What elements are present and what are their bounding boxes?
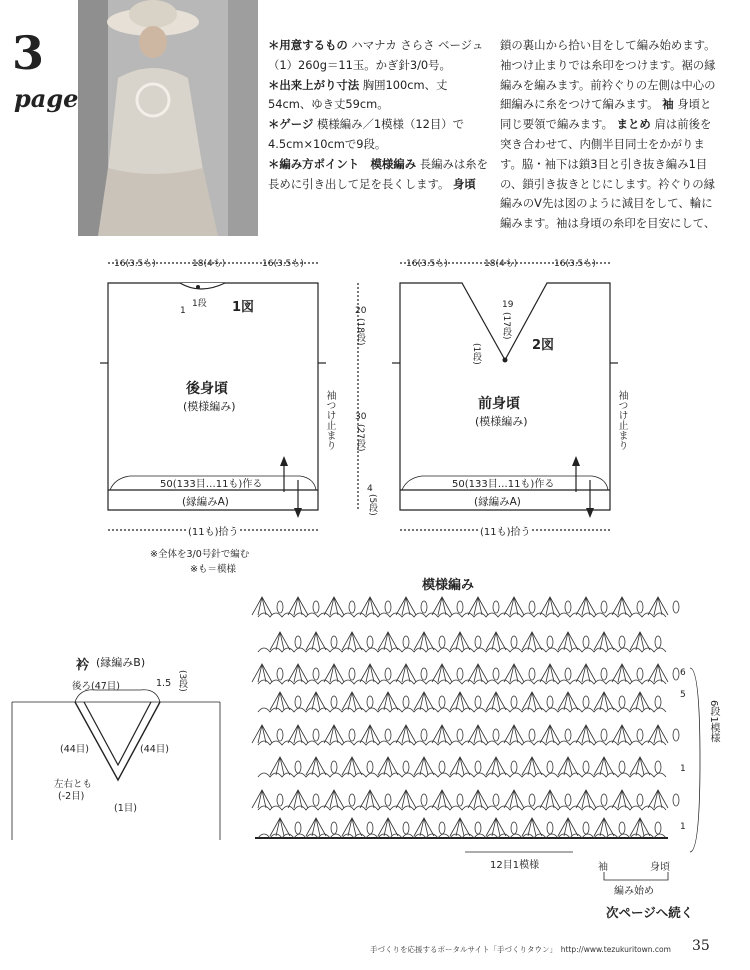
sleeve-text: 身頃と同じ要領で編みます。: [500, 97, 712, 132]
stitch-chain: [565, 794, 571, 806]
stitch-chain: [511, 696, 517, 708]
stitch-chain: [637, 601, 643, 613]
stitch-chain: [511, 636, 517, 648]
stitch-chain: [439, 636, 445, 648]
chain-row: [258, 741, 666, 745]
front-subtitle: (模様編み): [475, 415, 528, 428]
stitch-chain: [475, 696, 481, 708]
body-heading: 身頃: [452, 176, 476, 191]
stitch-fan: [324, 597, 344, 615]
stitch-chain: [655, 696, 661, 708]
stitch-fan: [432, 725, 452, 743]
stitch-fan: [630, 818, 650, 836]
chain-row: [258, 806, 666, 810]
body-text: 鎖の裏山から拾い目をして編み始めます。袖つけ止まりでは糸印をつけます。裾の縁編みを編みます。前衿ぐりの左側は中心の細編みに糸をつけて編みます。: [500, 38, 716, 112]
stitch-chain: [673, 794, 679, 806]
stitch-chain: [547, 761, 553, 773]
stitch-chain: [565, 668, 571, 680]
stitch-fan: [378, 692, 398, 710]
stitch-fan: [648, 597, 668, 615]
materials-heading: ＊用意するもの: [268, 38, 348, 52]
stitch-fan: [540, 664, 560, 682]
stitch-chain: [367, 822, 373, 834]
stitch-chain: [475, 761, 481, 773]
stitch-chain: [313, 794, 319, 806]
chain-row: [258, 708, 666, 712]
row-repeat-label: 6段1模様: [708, 700, 719, 743]
back-chain-label: 50(133目…11も)作る: [160, 479, 263, 490]
stitch-chain: [421, 794, 427, 806]
stitch-chain: [277, 729, 283, 741]
stitch-fan: [486, 692, 506, 710]
front-v-tip: (1段): [471, 343, 481, 365]
stitch-fan: [378, 632, 398, 650]
note-needle: ※全体を3/0号針で編む: [150, 549, 250, 560]
stitch-chain: [601, 729, 607, 741]
row-label-1b: 1: [680, 822, 686, 832]
collar-rows: 1.5: [156, 678, 172, 689]
collar-rows-unit: (3段): [177, 670, 187, 692]
page-label: page: [14, 84, 79, 113]
stitch-chain: [619, 761, 625, 773]
stitch-chain: [475, 822, 481, 834]
stitch-fan: [306, 818, 326, 836]
stitch-fan: [522, 632, 542, 650]
collar-back-label: 後ろ(47目): [72, 681, 121, 692]
stitch-fan: [522, 757, 542, 775]
stitch-fan: [648, 790, 668, 808]
stitch-chain: [637, 729, 643, 741]
stitch-chain: [493, 729, 499, 741]
back-neckline: [180, 283, 225, 289]
stitch-fan: [378, 818, 398, 836]
stitch-chain: [547, 636, 553, 648]
stitch-chain: [457, 601, 463, 613]
stitch-fan: [288, 790, 308, 808]
body-start-label: 身頃: [650, 862, 670, 873]
stitch-fan: [630, 692, 650, 710]
stitch-chain: [673, 729, 679, 741]
collar-left-count: (44目): [60, 744, 90, 755]
stitch-chain: [403, 761, 409, 773]
stitch-chain: [493, 668, 499, 680]
row-label-6: 6: [680, 668, 686, 678]
chain-row: [258, 680, 666, 684]
stitch-fan: [468, 597, 488, 615]
stitch-chain: [403, 636, 409, 648]
back-neck-rows: 1段: [192, 299, 207, 309]
stitch-chain: [295, 761, 301, 773]
stitch-chain: [619, 822, 625, 834]
stitch-fan: [396, 790, 416, 808]
stitch-chain: [583, 822, 589, 834]
back-dim-mid: 18(4も): [192, 259, 226, 269]
stitch-chain: [439, 761, 445, 773]
stitch-fan: [288, 664, 308, 682]
stitch-fan: [360, 597, 380, 615]
page-number: 35: [692, 938, 710, 954]
stitch-fan: [576, 790, 596, 808]
stitch-chain: [277, 601, 283, 613]
stitch-fan: [360, 790, 380, 808]
stitch-fan: [396, 725, 416, 743]
stitch-fan: [612, 725, 632, 743]
stitch-chain: [637, 668, 643, 680]
stitch-chain: [421, 601, 427, 613]
stitch-fan: [414, 818, 434, 836]
stitch-fan: [594, 818, 614, 836]
stitch-chain: [331, 822, 337, 834]
gauge-text: 模様編み／1模様（12目）で4.5cm×10cmで9段。: [268, 117, 465, 151]
front-dim-right: 16(3.5も): [554, 259, 596, 269]
stitch-fan: [324, 725, 344, 743]
back-dim-right: 16(3.5も): [262, 259, 304, 269]
stitch-fan: [450, 818, 470, 836]
stitch-chain: [277, 794, 283, 806]
stitch-fan: [504, 664, 524, 682]
stitch-fan: [612, 597, 632, 615]
back-figure-label: 1図: [232, 300, 255, 315]
stitch-fan: [432, 790, 452, 808]
points-text: 長編みは糸を長めに引き出して足を長くします。: [268, 156, 489, 191]
stitch-fan: [540, 725, 560, 743]
stitch-chain: [313, 668, 319, 680]
footer-portal: [370, 944, 671, 955]
sleeve-heading: 袖: [662, 97, 674, 112]
back-subtitle: (模様編み): [183, 400, 236, 413]
stitch-chain: [385, 794, 391, 806]
footer-url[interactable]: http://www.tezukuritown.com: [560, 945, 671, 954]
stitch-chain: [583, 696, 589, 708]
next-page-note: 次ページへ続く: [606, 905, 694, 920]
stitch-fan: [576, 725, 596, 743]
stitch-fan: [504, 597, 524, 615]
stitch-fan: [360, 664, 380, 682]
vdim-bot-rows: (5段): [367, 494, 377, 516]
collar-subtitle: (縁編みB): [96, 656, 146, 669]
front-v-rows: (17段): [501, 312, 511, 340]
stitch-fan: [486, 632, 506, 650]
stitch-fan: [270, 692, 290, 710]
back-border-label: (縁編みA): [182, 496, 229, 508]
stitch-chain: [367, 761, 373, 773]
stitch-fan: [648, 725, 668, 743]
stitch-fan: [504, 790, 524, 808]
size-text: 胸囲100cm、丈54cm、ゆき丈59cm。: [268, 77, 448, 112]
stitch-fan: [252, 790, 272, 808]
footer-portal-text: 手づくりを応援するポータルサイト「手づくりタウン」: [370, 945, 554, 954]
row-label-1a: 1: [680, 764, 686, 774]
back-sleeve-mark: 袖つけ止まり: [324, 390, 335, 450]
stitch-fan: [558, 632, 578, 650]
stitch-fan: [252, 597, 272, 615]
front-chain-label: 50(133目…11も)作る: [452, 479, 555, 490]
finish-heading: まとめ: [616, 117, 651, 132]
stitch-chain: [313, 601, 319, 613]
stitch-fan: [432, 597, 452, 615]
vdim-top: 20: [355, 306, 367, 316]
stitch-fan: [270, 818, 290, 836]
stitch-chain: [349, 729, 355, 741]
stitch-fan: [342, 632, 362, 650]
stitch-chain: [277, 668, 283, 680]
back-neck-dim: 1: [180, 306, 186, 316]
chain-row: [258, 613, 666, 617]
stitch-fan: [468, 664, 488, 682]
stitch-chain: [421, 729, 427, 741]
stitch-chain: [367, 636, 373, 648]
stitch-fan: [468, 725, 488, 743]
stitch-fan: [576, 664, 596, 682]
stitch-chain: [385, 668, 391, 680]
stitch-chain: [529, 729, 535, 741]
stitch-chain: [331, 636, 337, 648]
back-pick-label: (11も)拾う: [188, 523, 239, 538]
stitch-chain: [547, 822, 553, 834]
points-heading: ＊編み方ポイント 模様編み: [268, 156, 417, 171]
vdim-bot: 4: [367, 484, 373, 494]
stitch-chain: [565, 729, 571, 741]
vdim-mid-rows: (27段): [355, 424, 365, 452]
stitch-chain: [673, 601, 679, 613]
instructions-column-2: [500, 36, 722, 236]
materials-text: ハマナカ さらさ ベージュ（1）260g＝11玉。かぎ針3/0号。: [268, 38, 484, 72]
stitch-chain: [349, 601, 355, 613]
stitch-fan: [342, 818, 362, 836]
stitch-fan: [288, 725, 308, 743]
collar-right-count: (44目): [140, 744, 170, 755]
pattern-number: 3: [12, 26, 45, 80]
stitch-fan: [558, 757, 578, 775]
stitch-fan: [396, 664, 416, 682]
stitch-chain: [457, 794, 463, 806]
front-dim-left: 16(3.5も): [406, 259, 448, 269]
stitch-chain: [295, 696, 301, 708]
collar-decrease-count: (-2目): [58, 791, 85, 802]
stitch-chain: [655, 761, 661, 773]
stitch-chain: [439, 822, 445, 834]
stitch-fan: [378, 757, 398, 775]
stitch-fan: [594, 757, 614, 775]
stitch-fan: [558, 818, 578, 836]
stitch-fan: [522, 692, 542, 710]
collar-title: 衿: [76, 658, 90, 673]
stitch-fan: [288, 597, 308, 615]
stitch-chain: [421, 668, 427, 680]
stitch-chain: [583, 761, 589, 773]
chain-row: [258, 648, 666, 652]
stitch-fan: [414, 632, 434, 650]
finish-text: 肩は前後を突き合わせて、内側半目同士をかがります。脇・袖下は鎖3目と引き抜き編み1目の、鎖引き抜きとじにします。衿ぐりの縁編みのV先は図のように減目をして、輪に編みます。袖は身頃の糸印を目安にして、: [500, 117, 716, 231]
stitch-chain: [619, 636, 625, 648]
stitch-chain: [403, 822, 409, 834]
stitch-chain: [529, 668, 535, 680]
back-dim-left: 16(3.5も): [114, 259, 156, 269]
stitch-chain: [529, 794, 535, 806]
stitch-chain: [385, 729, 391, 741]
collar-decrease: 左右とも: [54, 779, 93, 790]
stitch-chain: [601, 794, 607, 806]
stitch-fan: [630, 632, 650, 650]
stitch-fan: [360, 725, 380, 743]
stitch-chain: [547, 696, 553, 708]
stitch-fan: [486, 757, 506, 775]
stitch-chain: [583, 636, 589, 648]
stitch-fan: [630, 757, 650, 775]
sleeve-start-label: 袖: [598, 862, 608, 873]
stitch-fan: [450, 757, 470, 775]
stitch-chain: [385, 601, 391, 613]
stitch-fan: [342, 757, 362, 775]
front-title: 前身頃: [478, 396, 520, 412]
stitch-fan: [612, 664, 632, 682]
collar-v-outer: [84, 702, 151, 765]
stitch-fan: [414, 757, 434, 775]
stitch-fan: [594, 692, 614, 710]
stitch-fan: [612, 790, 632, 808]
stitch-fan: [450, 692, 470, 710]
stitch-fan: [396, 597, 416, 615]
front-figure-label: 2図: [532, 338, 555, 353]
gauge-heading: ＊ゲージ: [268, 117, 314, 132]
stitch-chain: [331, 696, 337, 708]
stitch-chain: [331, 761, 337, 773]
stitch-fan: [306, 632, 326, 650]
stitch-chain: [295, 636, 301, 648]
back-title: 後身頃: [186, 381, 228, 397]
stitch-fan: [324, 664, 344, 682]
front-border-label: (縁編みA): [474, 496, 521, 508]
stitch-chain: [529, 601, 535, 613]
row-label-5: 5: [680, 690, 686, 700]
chain-row: [258, 773, 666, 777]
start-label: 編み始め: [614, 886, 654, 897]
stitch-chain: [673, 668, 679, 680]
pattern-title: 模様編み: [422, 578, 475, 593]
front-dim-mid: 18(4も): [484, 259, 518, 269]
stitch-repeat-label: 12目1模様: [490, 860, 540, 871]
stitch-fan: [558, 692, 578, 710]
stitch-chain: [295, 822, 301, 834]
stitch-fan: [450, 632, 470, 650]
stitch-fan: [252, 725, 272, 743]
stitch-chain: [601, 668, 607, 680]
stitch-chain: [511, 761, 517, 773]
stitch-chain: [637, 794, 643, 806]
stitch-fan: [522, 818, 542, 836]
stitch-fan: [576, 597, 596, 615]
stitch-chain: [493, 601, 499, 613]
stitch-chain: [565, 601, 571, 613]
stitch-fan: [270, 632, 290, 650]
stitch-chain: [493, 794, 499, 806]
note-unit: ※も＝模様: [190, 564, 236, 575]
stitch-fan: [324, 790, 344, 808]
stitch-chain: [619, 696, 625, 708]
front-v-dim: 19: [502, 300, 514, 310]
stitch-chain: [367, 696, 373, 708]
stitch-fan: [468, 790, 488, 808]
stitch-chain: [457, 668, 463, 680]
stitch-fan: [486, 818, 506, 836]
stitch-chain: [655, 636, 661, 648]
stitch-fan: [306, 757, 326, 775]
stitch-chain: [313, 729, 319, 741]
front-pick-label: (11も)拾う: [480, 523, 531, 538]
pattern-chart-rows: [252, 597, 679, 838]
stitch-chain: [457, 729, 463, 741]
stitch-fan: [432, 664, 452, 682]
stitch-chain: [655, 822, 661, 834]
stitch-chain: [349, 794, 355, 806]
stitch-fan: [414, 692, 434, 710]
stitch-fan: [648, 664, 668, 682]
stitch-chain: [601, 601, 607, 613]
stitch-fan: [540, 790, 560, 808]
stitch-fan: [270, 757, 290, 775]
stitch-fan: [594, 632, 614, 650]
stitch-fan: [504, 725, 524, 743]
stitch-fan: [540, 597, 560, 615]
vdim-top-rows: (18段): [355, 318, 365, 346]
stitch-chain: [439, 696, 445, 708]
stitch-fan: [306, 692, 326, 710]
collar-tip: (1目): [114, 803, 137, 814]
stitch-chain: [403, 696, 409, 708]
stitch-fan: [252, 664, 272, 682]
stitch-chain: [511, 822, 517, 834]
stitch-chain: [475, 636, 481, 648]
vdim-mid: 30: [355, 412, 367, 422]
stitch-chain: [349, 668, 355, 680]
stitch-fan: [342, 692, 362, 710]
size-heading: ＊出来上がり寸法: [268, 77, 360, 92]
front-sleeve-mark: 袖つけ止まり: [616, 390, 627, 450]
